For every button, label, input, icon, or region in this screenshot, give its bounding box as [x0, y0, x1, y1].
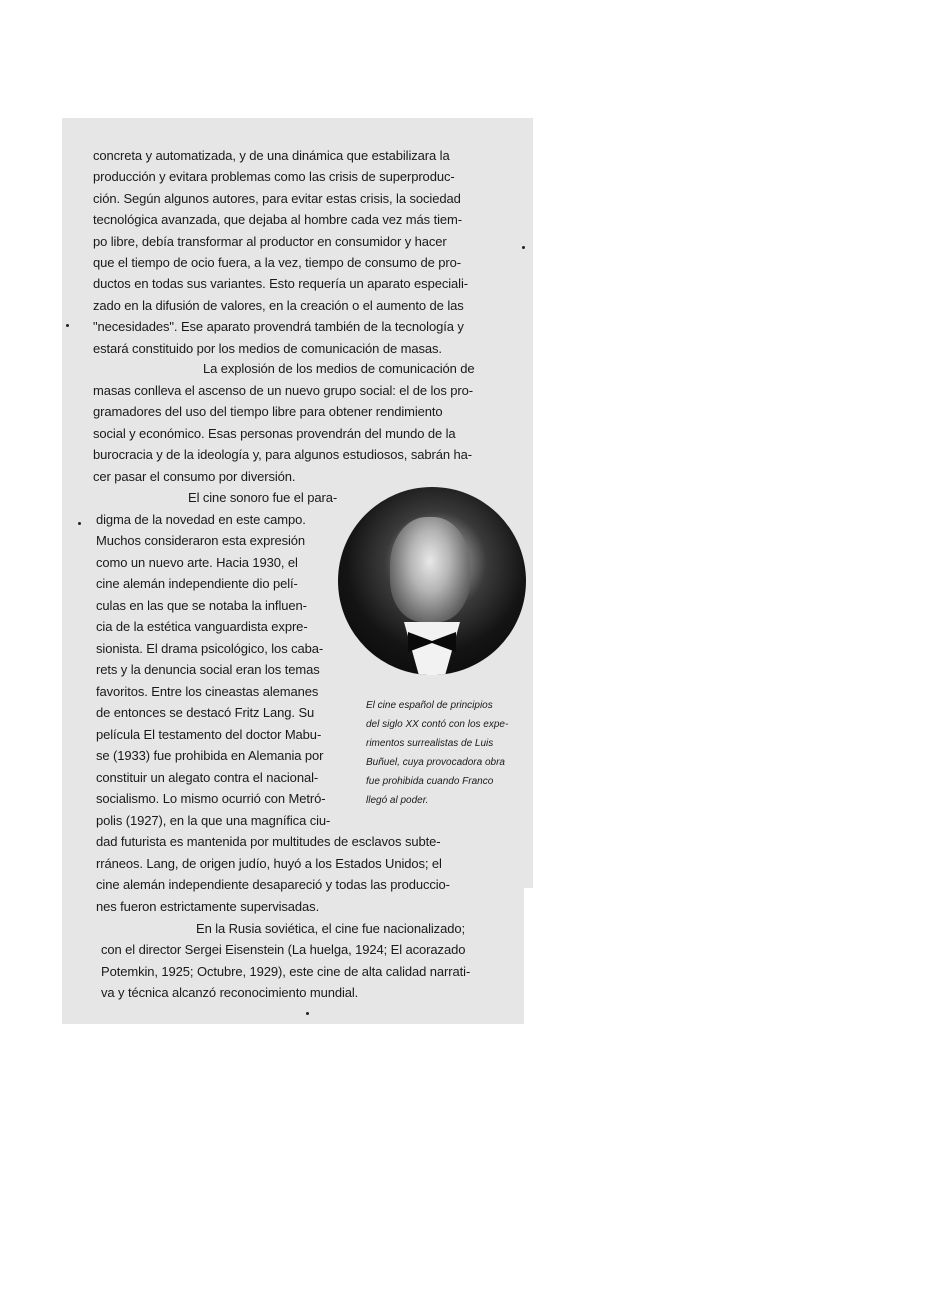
text-line: película El testamento del doctor Mabu-	[96, 727, 322, 742]
text-line: masas conlleva el ascenso de un nuevo grupo social: el de los pro-	[93, 383, 474, 398]
scan-edge-gap	[524, 888, 536, 1028]
text-line: producción y evitara problemas como las crisis de superproduc-	[93, 169, 455, 184]
text-line: estará constituido por los medios de comunicación de masas.	[93, 341, 442, 356]
text-line: zado en la difusión de valores, en la creación o el aumento de las	[93, 298, 464, 313]
text-line: como un nuevo arte. Hacia 1930, el	[96, 555, 298, 570]
text-line: favoritos. Entre los cineastas alemanes	[96, 684, 319, 699]
text-line: gramadores del uso del tiempo libre para obtener rendimiento	[93, 404, 443, 419]
text-line: cine alemán independiente desapareció y todas las produccio-	[96, 877, 450, 892]
text-line: po libre, debía transformar al productor en consumidor y hacer	[93, 234, 447, 249]
text-line: sionista. El drama psicológico, los caba-	[96, 641, 324, 656]
text-line: socialismo. Lo mismo ocurrió con Metró-	[96, 791, 326, 806]
text-line: "necesidades". Ese aparato provendrá también de la tecnología y	[93, 319, 464, 334]
text-line: que el tiempo de ocio fuera, a la vez, tiempo de consumo de pro-	[93, 255, 461, 270]
text-line: constituir un alegato contra el nacional-	[96, 770, 319, 785]
text-line: de entonces se destacó Fritz Lang. Su	[96, 705, 315, 720]
text-line: con el director Sergei Eisenstein (La huelga, 1924; El acorazado	[101, 942, 466, 957]
text-line: concreta y automatizada, y de una dinámica que estabilizara la	[93, 148, 450, 163]
photo-caption-line: Buñuel, cuya provocadora obra	[366, 757, 505, 768]
text-line: tecnológica avanzada, que dejaba al hombre cada vez más tiem-	[93, 212, 462, 227]
text-line: El cine sonoro fue el para-	[188, 490, 338, 505]
scan-speck	[78, 522, 81, 525]
text-line: En la Rusia soviética, el cine fue nacionalizado;	[196, 921, 465, 936]
text-line: rráneos. Lang, de origen judío, huyó a los Estados Unidos; el	[96, 856, 442, 871]
text-line: social y económico. Esas personas provendrán del mundo de la	[93, 426, 456, 441]
text-line: ción. Según algunos autores, para evitar estas crisis, la sociedad	[93, 191, 461, 206]
photo-caption-line: El cine español de principios	[366, 700, 493, 711]
text-line: rets y la denuncia social eran los temas	[96, 662, 320, 677]
text-line: ductos en todas sus variantes. Esto requería un aparato especiali-	[93, 276, 468, 291]
text-line: cia de la estética vanguardista expre-	[96, 619, 308, 634]
portrait-photo	[338, 487, 526, 675]
portrait-face	[390, 517, 470, 622]
text-line: se (1933) fue prohibida en Alemania por	[96, 748, 324, 763]
scan-speck	[522, 246, 525, 249]
scan-speck	[306, 1012, 309, 1015]
text-line: burocracia y de la ideología y, para algunos estudiosos, sabrán ha-	[93, 447, 472, 462]
text-line: va y técnica alcanzó reconocimiento mundial.	[101, 985, 359, 1000]
text-line: Potemkin, 1925; Octubre, 1929), este cine de alta calidad narrati-	[101, 964, 471, 979]
text-line: La explosión de los medios de comunicación de	[203, 361, 475, 376]
text-line: Muchos consideraron esta expresión	[96, 533, 306, 548]
text-line: cer pasar el consumo por diversión.	[93, 469, 296, 484]
photo-caption-line: fue prohibida cuando Franco	[366, 776, 494, 787]
text-line: digma de la novedad en este campo.	[96, 512, 306, 527]
photo-caption-line: rimentos surrealistas de Luis	[366, 738, 494, 749]
text-line: nes fueron estrictamente supervisadas.	[96, 899, 320, 914]
scan-speck	[66, 324, 69, 327]
photo-caption-line: del siglo XX contó con los expe-	[366, 719, 509, 730]
photo-caption-line: llegó al poder.	[366, 795, 429, 806]
text-line: cine alemán independiente dio pelí-	[96, 576, 298, 591]
text-line: culas en las que se notaba la influen-	[96, 598, 307, 613]
text-line: polis (1927), en la que una magnífica ciu-	[96, 813, 331, 828]
text-line: dad futurista es mantenida por multitudes de esclavos subte-	[96, 834, 441, 849]
